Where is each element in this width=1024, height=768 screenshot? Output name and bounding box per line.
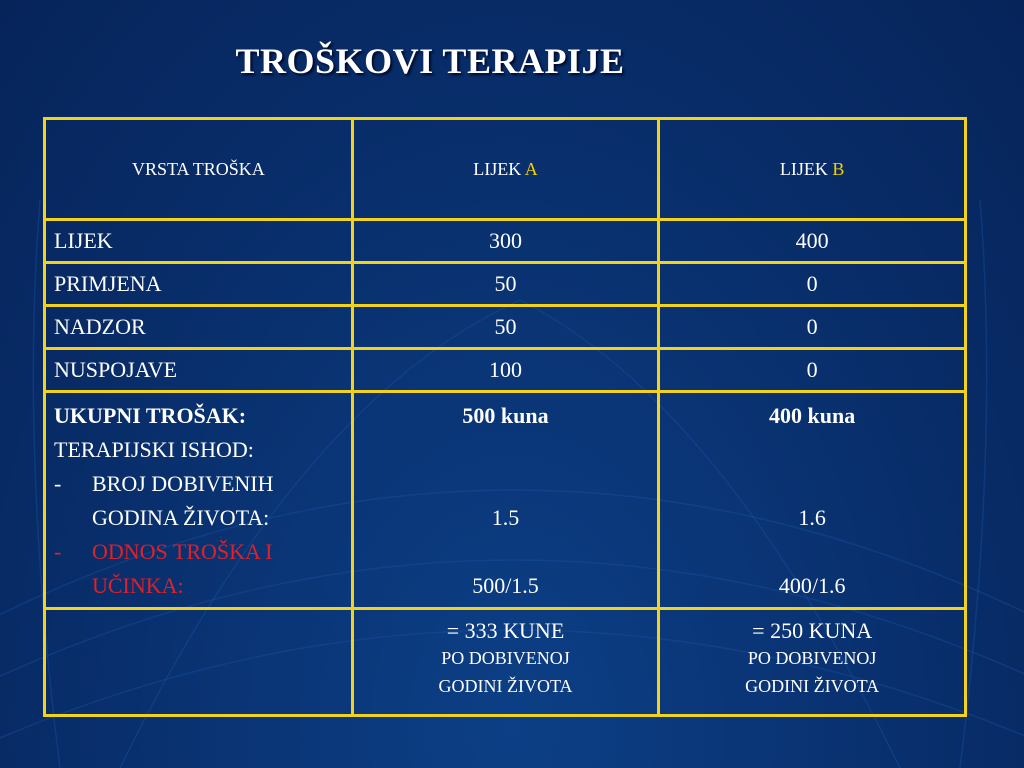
bullet-line: UČINKA: xyxy=(92,573,184,598)
row-label: NUSPOJAVE xyxy=(45,349,353,392)
result-b-line2: GODINI ŽIVOTA xyxy=(745,676,880,697)
row-label: LIJEK xyxy=(45,220,353,263)
header-drug-b-prefix: LIJEK xyxy=(779,158,828,179)
header-drug-a-letter: A xyxy=(524,158,538,179)
bullet-line: GODINA ŽIVOTA: xyxy=(92,505,270,530)
result-drug-b xyxy=(659,609,966,716)
result-a-line1: PO DOBIVENOJ xyxy=(441,648,570,669)
result-b-value: = 250 KUNA xyxy=(752,618,873,643)
row-value-a: 100 xyxy=(352,349,659,392)
bullet-life-years-text xyxy=(92,467,274,535)
ratio-b: 400/1.6 xyxy=(778,573,846,598)
header-drug-b-letter: B xyxy=(832,158,845,179)
row-label: NADZOR xyxy=(45,306,353,349)
result-b-line1: PO DOBIVENOJ xyxy=(747,648,877,669)
header-drug-a xyxy=(352,119,659,220)
row-value-b: 0 xyxy=(659,263,966,306)
result-empty-cell xyxy=(45,609,353,716)
life-years-a: 1.5 xyxy=(491,505,520,530)
summary-drug-a xyxy=(352,392,659,609)
result-a-value: = 333 KUNE xyxy=(446,618,565,643)
table-row xyxy=(45,263,966,306)
bullet-cost-effectiveness xyxy=(54,535,343,603)
summary-row xyxy=(45,392,966,609)
total-cost-b: 400 kuna xyxy=(769,403,856,428)
outcome-label: TERAPIJSKI ISHOD: xyxy=(54,437,254,462)
header-drug-b xyxy=(659,119,966,220)
result-row xyxy=(45,609,966,716)
bullet-dash: - xyxy=(54,471,62,496)
bullet-line: BROJ DOBIVENIH xyxy=(92,471,274,496)
table-header-row xyxy=(45,119,966,220)
summary-drug-b xyxy=(659,392,966,609)
bullet-dash: - xyxy=(54,539,62,564)
life-years-b: 1.6 xyxy=(798,505,826,530)
bullet-line: ODNOS TROŠKA I xyxy=(92,539,273,564)
summary-labels xyxy=(45,392,353,609)
row-value-b: 0 xyxy=(659,349,966,392)
table-row xyxy=(45,220,966,263)
cost-table xyxy=(43,117,967,717)
ratio-a: 500/1.5 xyxy=(472,573,539,598)
total-cost-label: UKUPNI TROŠAK: xyxy=(54,403,247,428)
table-row xyxy=(45,349,966,392)
bullet-life-years xyxy=(54,467,343,535)
header-cost-type: VRSTA TROŠKA xyxy=(45,119,353,220)
header-drug-a-prefix: LIJEK xyxy=(473,158,522,179)
page-title: TROŠKOVI TERAPIJE xyxy=(235,41,625,81)
bullet-cost-effectiveness-text xyxy=(92,535,273,603)
result-a-line2: GODINI ŽIVOTA xyxy=(438,676,573,697)
total-cost-a: 500 kuna xyxy=(462,403,549,428)
row-value-a: 50 xyxy=(352,306,659,349)
row-label: PRIMJENA xyxy=(45,263,353,306)
row-value-a: 300 xyxy=(352,220,659,263)
row-value-b: 400 xyxy=(659,220,966,263)
result-drug-a xyxy=(352,609,659,716)
row-value-a: 50 xyxy=(352,263,659,306)
row-value-b: 0 xyxy=(659,306,966,349)
table-row xyxy=(45,306,966,349)
